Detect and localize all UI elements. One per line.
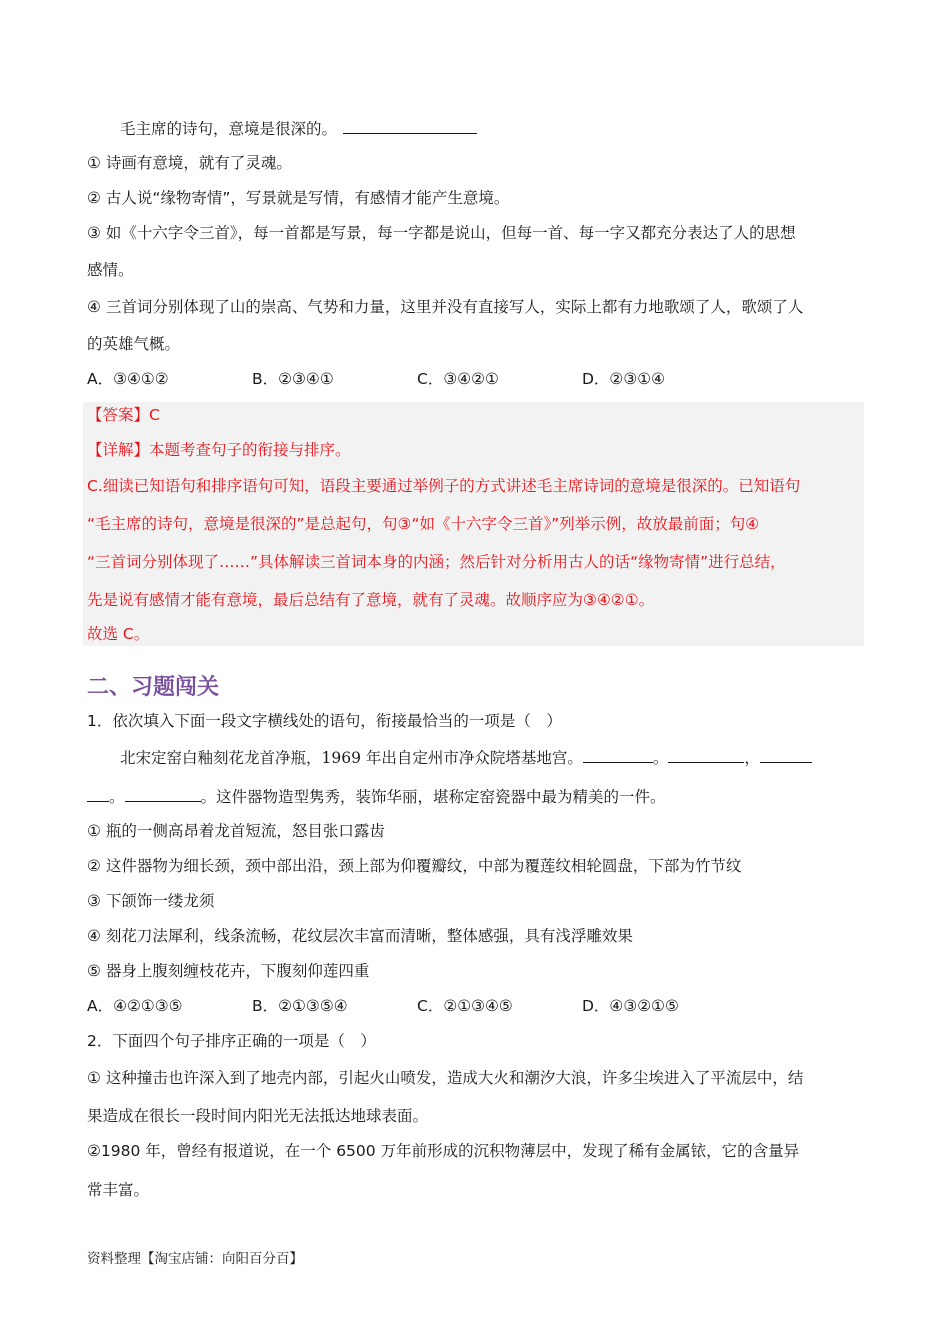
- q1-item-4: ④ 刻花刀法犀利，线条流畅，花纹层次丰富而清晰，整体感强，具有浅浮雕效果: [87, 927, 633, 945]
- q1-option-a[interactable]: A．④②①③⑤: [87, 997, 183, 1015]
- prev-question-stem: 毛主席的诗句，意境是很深的。: [120, 117, 477, 140]
- prev-item-4-cont: 的英雄气概。: [87, 335, 181, 353]
- q1-stem: 1．依次填入下面一段文字横线处的语句，衔接最恰当的一项是（ ）: [87, 712, 562, 730]
- q1-passage-line-2: [87, 785, 666, 808]
- detail-line: [87, 439, 351, 461]
- q1-item-3: ③ 下颌饰一缕龙须: [87, 892, 215, 910]
- q2-item-1-cont: 果造成在很长一段时间内阳光无法抵达地球表面。: [87, 1107, 429, 1125]
- prev-item-1: ① 诗画有意境，就有了灵魂。: [87, 154, 292, 172]
- explanation-line-4: 先是说有感情才能有意境，最后总结有了意境，就有了灵魂。故顺序应为③④②①。: [87, 591, 655, 609]
- section-title: 二、习题闯关: [87, 675, 220, 700]
- q1-item-5: ⑤ 器身上腹刻缠枝花卉，下腹刻仰莲四重: [87, 962, 370, 980]
- q2-item-2: ②1980 年，曾经有报道说，在一个 6500 万年前形成的沉积物薄层中，发现了稀有金属铱，它的含量异: [87, 1142, 800, 1160]
- q1-blank-4[interactable]: [125, 785, 201, 802]
- q1-option-c[interactable]: C．②①③④⑤: [417, 997, 513, 1015]
- q1-passage-b: 。: [652, 749, 669, 767]
- prev-item-2: ② 古人说“缘物寄情”，写景就是写情，有感情才能产生意境。: [87, 189, 510, 207]
- prev-item-3: ③ 如《十六字令三首》，每一首都是写景，每一字都是说山，但每一首、每一字又都充分表达了人的思想: [87, 224, 796, 242]
- option-c[interactable]: C．③④②①: [417, 370, 499, 388]
- explanation-line-1: C.细读已知语句和排序语句可知，语段主要通过举例子的方式讲述毛主席诗词的意境是很深的。已知语句: [87, 477, 801, 495]
- explanation-line-3: “三首词分别体现了……”具体解读三首词本身的内涵；然后针对分析用古人的话“缘物寄情”进行总结，: [87, 553, 786, 571]
- q1-option-d[interactable]: D．④③②①⑤: [582, 997, 679, 1015]
- option-d[interactable]: D．②③①④: [582, 370, 666, 388]
- detail-label: 【详解】: [87, 441, 150, 459]
- q1-item-1: ① 瓶的一侧高昂着龙首短流，怒目张口露齿: [87, 822, 385, 840]
- q2-stem: 2．下面四个句子排序正确的一项是（ ）: [87, 1032, 376, 1050]
- q1-passage-line-1: [120, 746, 812, 769]
- answer-line: [87, 404, 160, 426]
- conclusion: 故选 C。: [87, 625, 150, 643]
- q1-blank-3[interactable]: [760, 746, 812, 763]
- q2-item-2-cont: 常丰富。: [87, 1181, 150, 1199]
- q1-item-2: ② 这件器物为细长颈，颈中部出沿，颈上部为仰覆瓣纹，中部为覆莲纹相轮圆盘，下部为竹节纹: [87, 857, 742, 875]
- q1-option-b[interactable]: B．②①③⑤④: [252, 997, 348, 1015]
- answer-value: C: [149, 406, 160, 424]
- explanation-line-2: “毛主席的诗句，意境是很深的”是总起句，句③“如《十六字令三首》”列举示例，故放最前面；句④: [87, 515, 760, 533]
- q1-passage-e: 。这件器物造型隽秀，装饰华丽，堪称定窑瓷器中最为精美的一件。: [200, 788, 666, 806]
- q1-blank-1[interactable]: [583, 746, 653, 763]
- prev-item-3-cont: 感情。: [87, 261, 134, 279]
- q1-passage-c: ，: [744, 749, 760, 767]
- q1-passage-d: 。: [109, 788, 125, 806]
- q1-passage-a: 北宋定窑白釉刻花龙首净瓶，1969 年出自定州市净众院塔基地宫。: [120, 749, 583, 767]
- answer-blank: [343, 117, 477, 134]
- detail-text: 本题考查句子的衔接与排序。: [149, 441, 351, 459]
- q1-blank-3-cont: [87, 785, 109, 802]
- prev-item-4: ④ 三首词分别体现了山的崇高、气势和力量，这里并没有直接写人，实际上都有力地歌颂了人，歌颂了人: [87, 298, 804, 316]
- option-b[interactable]: B．②③④①: [252, 370, 334, 388]
- footer-text: 资料整理【淘宝店铺：向阳百分百】: [87, 1251, 303, 1267]
- option-a[interactable]: A．③④①②: [87, 370, 169, 388]
- q2-item-1: ① 这种撞击也许深入到了地壳内部，引起火山喷发，造成大火和潮汐大浪，许多尘埃进入了平流层中，结: [87, 1069, 804, 1087]
- q1-blank-2[interactable]: [668, 746, 744, 763]
- answer-label: 【答案】: [87, 406, 150, 424]
